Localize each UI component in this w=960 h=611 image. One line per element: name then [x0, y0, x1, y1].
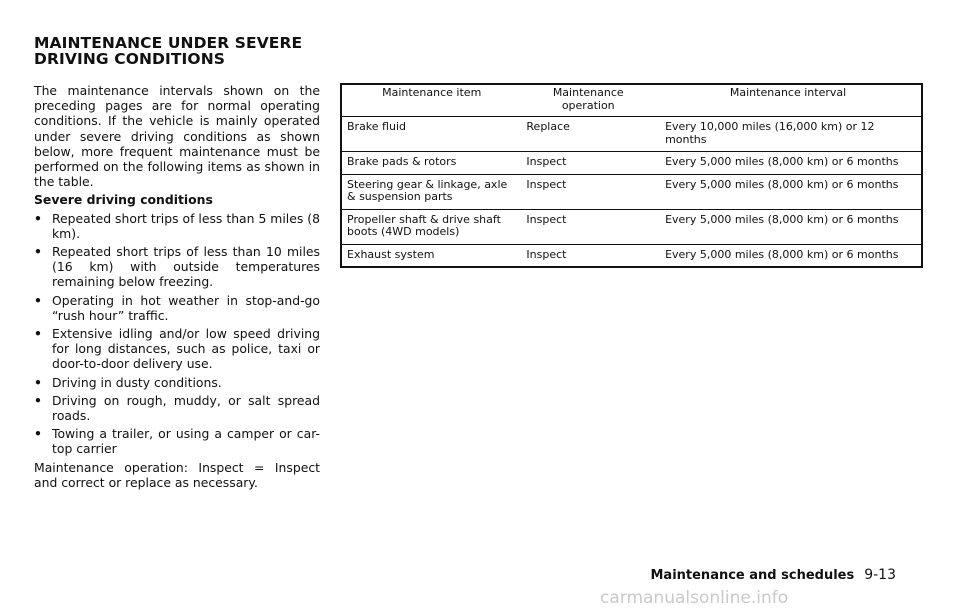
- cell-operation: Replace: [521, 117, 655, 152]
- header-maintenance-operation: Maintenance operation: [552, 86, 624, 112]
- cell-interval: Every 5,000 miles (8,000 km) or 6 months: [655, 174, 922, 209]
- list-item: • Operating in hot weather in stop-and-go “rush hour” traffic.: [34, 292, 320, 323]
- list-item: • Repeated short trips of less than 5 miles (8 km).: [34, 210, 320, 241]
- body-text-column: [34, 83, 320, 493]
- header-maintenance-interval: Maintenance interval: [729, 86, 847, 99]
- table-row: [341, 174, 922, 209]
- cell-operation: Inspect: [521, 174, 655, 209]
- footer-section-title: Maintenance and schedules: [650, 568, 855, 583]
- page-footer: [650, 567, 896, 583]
- cell-item: Brake pads & rotors: [341, 152, 521, 175]
- cell-item: Exhaust system: [341, 244, 521, 267]
- title-line-2: DRIVING CONDITIONS: [34, 50, 226, 68]
- cell-operation: Inspect: [521, 209, 655, 244]
- table-row: [341, 209, 922, 244]
- page-number: 9-13: [864, 567, 896, 583]
- title-line-1: MAINTENANCE UNDER SEVERE: [34, 34, 303, 52]
- list-item: • Repeated short trips of less than 10 miles (16 km) with outside temperatures remaining below freezing.: [34, 244, 320, 290]
- cell-interval: Every 10,000 miles (16,000 km) or 12 months: [655, 117, 922, 152]
- list-item: • Towing a trailer, or using a camper or car-top carrier: [34, 426, 320, 457]
- severe-conditions-list: [34, 211, 320, 457]
- cell-interval: Every 5,000 miles (8,000 km) or 6 months: [655, 152, 922, 175]
- bullet-icon: •: [34, 292, 42, 308]
- severe-conditions-heading: Severe driving conditions: [34, 192, 213, 208]
- bullet-icon: •: [34, 244, 42, 260]
- table-row: [341, 117, 922, 152]
- table-row: [341, 152, 922, 175]
- bullet-icon: •: [34, 210, 42, 226]
- maintenance-table: [340, 83, 923, 268]
- cell-item: Propeller shaft & drive shaft boots (4WD models): [341, 209, 521, 244]
- table-header-row: [341, 84, 922, 117]
- list-item: • Driving on rough, muddy, or salt spread roads.: [34, 392, 320, 424]
- table-row: [341, 244, 922, 267]
- cell-interval: Every 5,000 miles (8,000 km) or 6 months: [655, 244, 922, 267]
- list-item: • Extensive idling and/or low speed driving for long distances, such as police, taxi or door-to-door delivery use.: [34, 326, 320, 372]
- bullet-icon: •: [34, 392, 42, 408]
- page-title: [34, 35, 302, 67]
- bullet-icon: •: [34, 326, 42, 342]
- cell-item: Steering gear & linkage, axle & suspension parts: [341, 174, 521, 209]
- operation-note: Maintenance operation: Inspect = Inspect and correct or replace as necessary.: [34, 459, 320, 490]
- bullet-icon: •: [34, 374, 42, 390]
- bullet-icon: •: [34, 426, 42, 442]
- intro-paragraph: The maintenance intervals shown on the preceding pages are for normal operating conditions. If the vehicle is mainly operated under severe driving conditions as shown below, more frequent maintenance must be performed on the following items as shown in the table.: [34, 83, 320, 190]
- cell-operation: Inspect: [521, 244, 655, 267]
- cell-operation: Inspect: [521, 152, 655, 175]
- list-item: • Driving in dusty conditions.: [34, 374, 222, 390]
- cell-interval: Every 5,000 miles (8,000 km) or 6 months: [655, 209, 922, 244]
- cell-item: Brake fluid: [341, 117, 521, 152]
- header-maintenance-item: Maintenance item: [382, 86, 482, 99]
- watermark: carmanualsonline.info: [600, 588, 789, 608]
